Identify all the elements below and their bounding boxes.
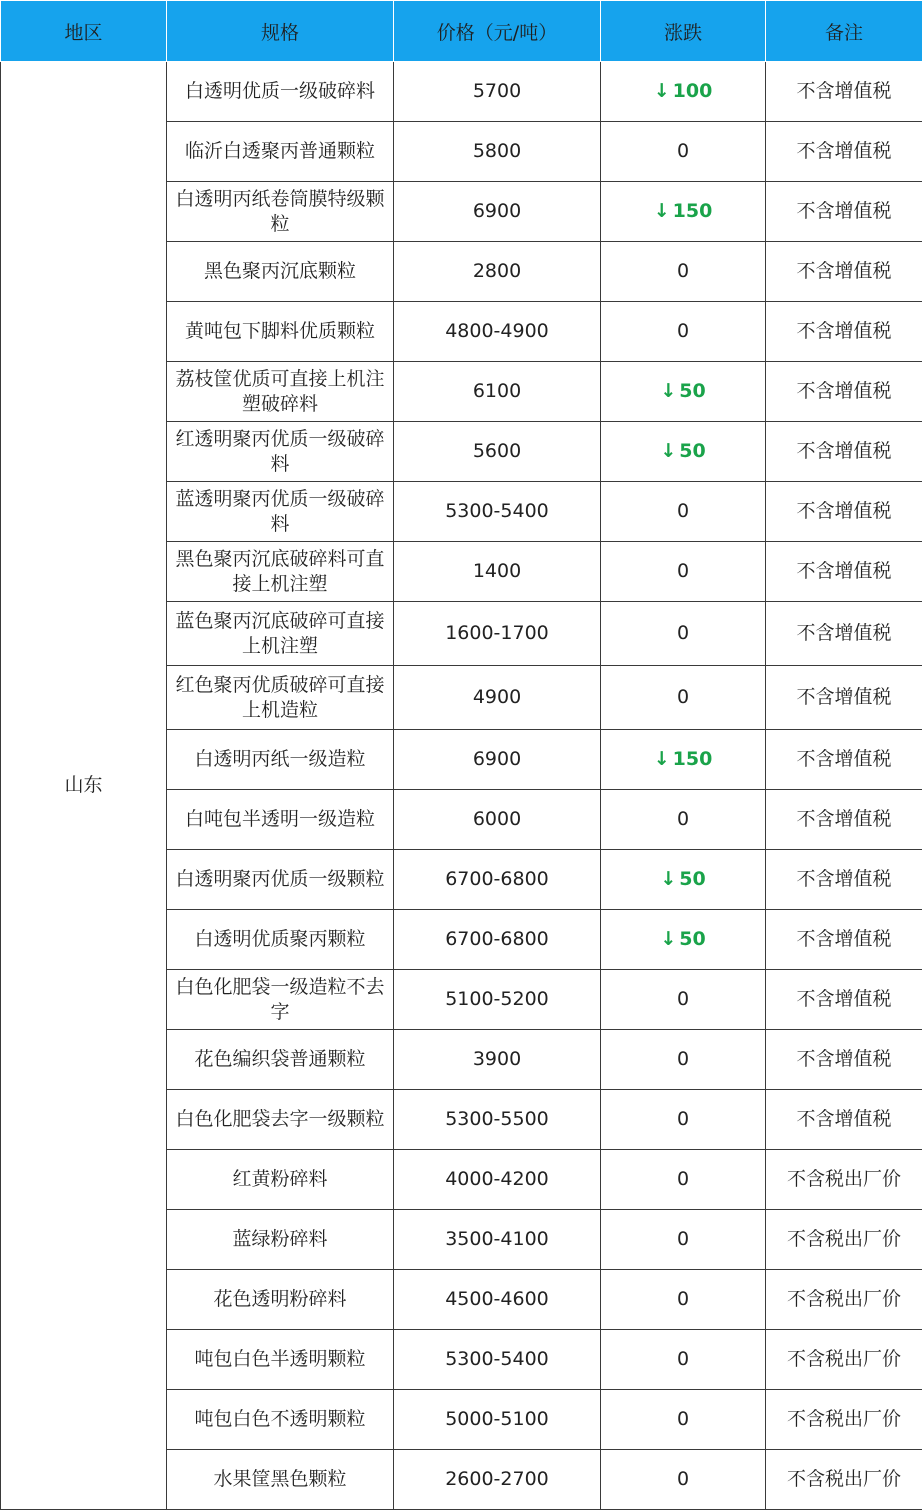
change-cell (601, 422, 766, 482)
note-cell: 不含增值税 (766, 1090, 922, 1150)
change-value: 0 (677, 686, 689, 708)
price-cell: 3900 (394, 1030, 601, 1090)
spec-cell: 蓝色聚丙沉底破碎可直接上机注塑 (167, 602, 394, 666)
change-cell (601, 242, 766, 302)
note-cell: 不含增值税 (766, 122, 922, 182)
down-arrow-icon: ↓ (660, 439, 676, 464)
price-cell: 5300-5500 (394, 1090, 601, 1150)
change-value: 50 (679, 928, 705, 950)
change-value: 0 (677, 560, 689, 582)
change-value: 0 (677, 1228, 689, 1250)
change-value: 0 (677, 988, 689, 1010)
price-cell: 1400 (394, 542, 601, 602)
price-cell: 5300-5400 (394, 482, 601, 542)
price-cell: 5700 (394, 62, 601, 122)
change-cell (601, 1030, 766, 1090)
spec-cell: 吨包白色半透明颗粒 (167, 1330, 394, 1390)
price-cell: 3500-4100 (394, 1210, 601, 1270)
change-cell (601, 666, 766, 730)
change-value: 150 (673, 748, 713, 770)
column-header-price: 价格（元/吨） (394, 1, 601, 62)
price-cell: 5800 (394, 122, 601, 182)
price-cell: 5000-5100 (394, 1390, 601, 1450)
price-cell: 6700-6800 (394, 850, 601, 910)
note-cell: 不含增值税 (766, 542, 922, 602)
change-value: 0 (677, 140, 689, 162)
note-cell: 不含增值税 (766, 62, 922, 122)
note-cell: 不含增值税 (766, 910, 922, 970)
change-value: 0 (677, 320, 689, 342)
change-value: 0 (677, 260, 689, 282)
change-cell (601, 1450, 766, 1510)
spec-cell: 白透明丙纸卷筒膜特级颗粒 (167, 182, 394, 242)
spec-cell: 红透明聚丙优质一级破碎料 (167, 422, 394, 482)
spec-cell: 吨包白色不透明颗粒 (167, 1390, 394, 1450)
change-cell (601, 970, 766, 1030)
price-cell: 4000-4200 (394, 1150, 601, 1210)
down-arrow-icon: ↓ (654, 199, 670, 224)
change-cell (601, 1210, 766, 1270)
header-row (1, 1, 922, 62)
change-value: 0 (677, 808, 689, 830)
change-value: 0 (677, 1108, 689, 1130)
change-cell (601, 1390, 766, 1450)
price-cell: 5100-5200 (394, 970, 601, 1030)
change-cell (601, 62, 766, 122)
spec-cell: 黑色聚丙沉底破碎料可直接上机注塑 (167, 542, 394, 602)
spec-cell: 白透明优质聚丙颗粒 (167, 910, 394, 970)
note-cell: 不含增值税 (766, 602, 922, 666)
change-cell (601, 602, 766, 666)
note-cell: 不含增值税 (766, 1030, 922, 1090)
change-cell (601, 1090, 766, 1150)
note-cell: 不含增值税 (766, 666, 922, 730)
change-cell (601, 910, 766, 970)
spec-cell: 红黄粉碎料 (167, 1150, 394, 1210)
spec-cell: 荔枝筐优质可直接上机注塑破碎料 (167, 362, 394, 422)
price-cell: 6100 (394, 362, 601, 422)
change-cell (601, 1330, 766, 1390)
change-value: 0 (677, 500, 689, 522)
price-cell: 5600 (394, 422, 601, 482)
note-cell: 不含增值税 (766, 242, 922, 302)
spec-cell: 白色化肥袋一级造粒不去字 (167, 970, 394, 1030)
table-body (1, 62, 922, 1510)
spec-cell: 水果筐黑色颗粒 (167, 1450, 394, 1510)
note-cell: 不含税出厂价 (766, 1210, 922, 1270)
note-cell: 不含税出厂价 (766, 1390, 922, 1450)
column-header-region: 地区 (1, 1, 167, 62)
note-cell: 不含增值税 (766, 362, 922, 422)
change-value: 100 (673, 80, 713, 102)
change-value: 0 (677, 1348, 689, 1370)
note-cell: 不含增值税 (766, 970, 922, 1030)
note-cell: 不含增值税 (766, 850, 922, 910)
change-value: 50 (679, 868, 705, 890)
change-value: 50 (679, 440, 705, 462)
table-row (1, 62, 922, 122)
spec-cell: 黄吨包下脚料优质颗粒 (167, 302, 394, 362)
change-value: 0 (677, 1288, 689, 1310)
note-cell: 不含增值税 (766, 790, 922, 850)
change-cell (601, 482, 766, 542)
note-cell: 不含税出厂价 (766, 1270, 922, 1330)
change-cell (601, 790, 766, 850)
change-cell (601, 302, 766, 362)
column-header-spec: 规格 (167, 1, 394, 62)
note-cell: 不含增值税 (766, 302, 922, 362)
spec-cell: 花色透明粉碎料 (167, 1270, 394, 1330)
change-value: 50 (679, 380, 705, 402)
note-cell: 不含税出厂价 (766, 1330, 922, 1390)
down-arrow-icon: ↓ (654, 747, 670, 772)
change-value: 150 (673, 200, 713, 222)
column-header-note: 备注 (766, 1, 922, 62)
down-arrow-icon: ↓ (660, 927, 676, 952)
note-cell: 不含增值税 (766, 182, 922, 242)
change-cell (601, 1270, 766, 1330)
price-cell: 4800-4900 (394, 302, 601, 362)
price-cell: 5300-5400 (394, 1330, 601, 1390)
price-cell: 6900 (394, 182, 601, 242)
price-cell: 6000 (394, 790, 601, 850)
change-value: 0 (677, 1048, 689, 1070)
price-cell: 6900 (394, 730, 601, 790)
spec-cell: 红色聚丙优质破碎可直接上机造粒 (167, 666, 394, 730)
change-cell (601, 182, 766, 242)
spec-cell: 白吨包半透明一级造粒 (167, 790, 394, 850)
price-cell: 4500-4600 (394, 1270, 601, 1330)
change-cell (601, 542, 766, 602)
price-cell: 6700-6800 (394, 910, 601, 970)
price-cell: 2600-2700 (394, 1450, 601, 1510)
spec-cell: 蓝透明聚丙优质一级破碎料 (167, 482, 394, 542)
region-cell: 山东 (1, 62, 167, 1510)
spec-cell: 临沂白透聚丙普通颗粒 (167, 122, 394, 182)
column-header-change: 涨跌 (601, 1, 766, 62)
change-cell (601, 730, 766, 790)
price-cell: 4900 (394, 666, 601, 730)
change-cell (601, 850, 766, 910)
change-value: 0 (677, 1408, 689, 1430)
change-cell (601, 362, 766, 422)
spec-cell: 蓝绿粉碎料 (167, 1210, 394, 1270)
down-arrow-icon: ↓ (660, 379, 676, 404)
down-arrow-icon: ↓ (654, 79, 670, 104)
down-arrow-icon: ↓ (660, 867, 676, 892)
note-cell: 不含税出厂价 (766, 1450, 922, 1510)
price-cell: 1600-1700 (394, 602, 601, 666)
change-cell (601, 122, 766, 182)
spec-cell: 白透明优质一级破碎料 (167, 62, 394, 122)
change-value: 0 (677, 1468, 689, 1490)
spec-cell: 白透明丙纸一级造粒 (167, 730, 394, 790)
spec-cell: 花色编织袋普通颗粒 (167, 1030, 394, 1090)
note-cell: 不含增值税 (766, 422, 922, 482)
change-cell (601, 1150, 766, 1210)
spec-cell: 黑色聚丙沉底颗粒 (167, 242, 394, 302)
spec-cell: 白色化肥袋去字一级颗粒 (167, 1090, 394, 1150)
change-value: 0 (677, 622, 689, 644)
change-value: 0 (677, 1168, 689, 1190)
note-cell: 不含税出厂价 (766, 1150, 922, 1210)
note-cell: 不含增值税 (766, 730, 922, 790)
spec-cell: 白透明聚丙优质一级颗粒 (167, 850, 394, 910)
note-cell: 不含增值税 (766, 482, 922, 542)
price-cell: 2800 (394, 242, 601, 302)
